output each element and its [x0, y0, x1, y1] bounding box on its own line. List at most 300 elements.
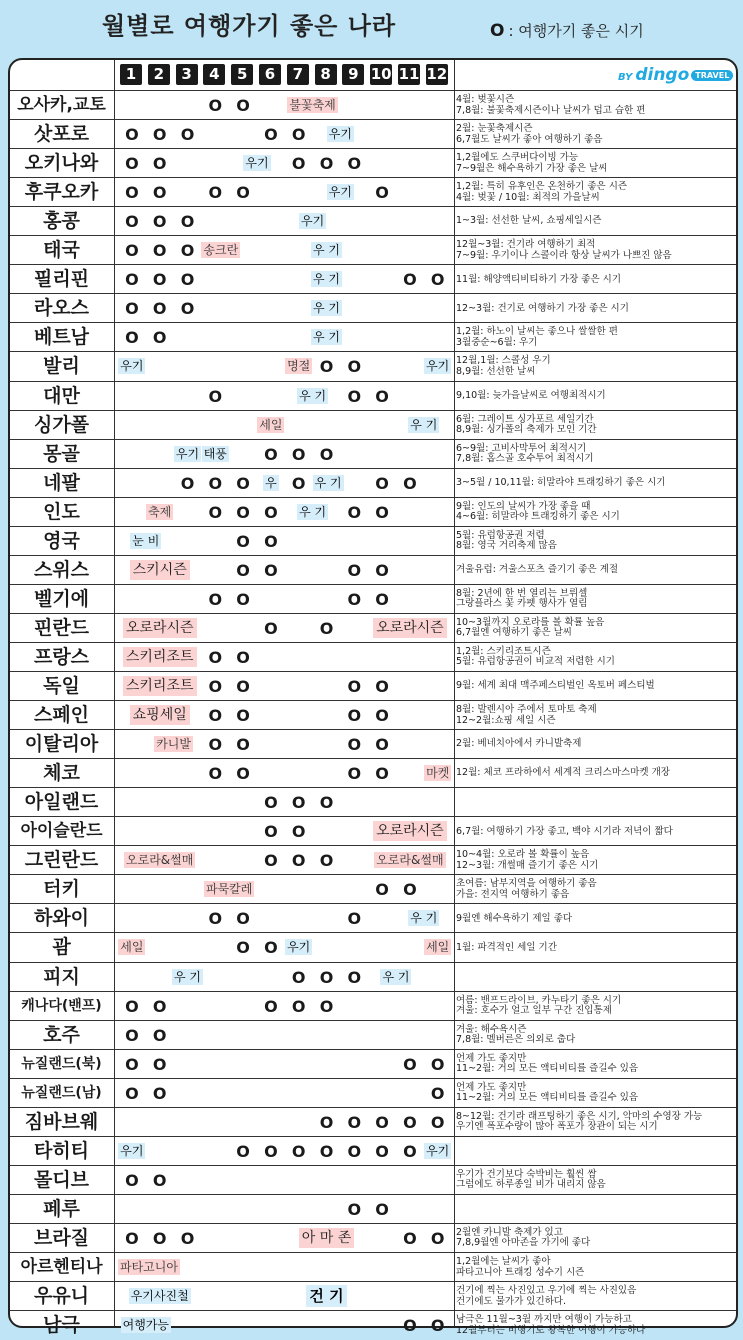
- good-month-mark: O: [208, 764, 223, 784]
- good-month-mark: O: [291, 851, 306, 871]
- period-label: 우 기: [312, 330, 340, 345]
- table-row: [10, 903, 736, 933]
- good-month-mark: O: [125, 125, 139, 145]
- month-header: [10, 60, 736, 88]
- good-month-mark: O: [236, 560, 250, 580]
- note-line: 8월: 영국 거리축제 많음: [456, 540, 557, 552]
- good-month-mark: O: [375, 386, 389, 406]
- note-cell: [456, 1166, 734, 1195]
- good-month-mark: O: [375, 880, 389, 900]
- note-cell: [456, 1137, 734, 1166]
- month-header-5: 5: [231, 64, 253, 85]
- period-label: 우 기: [299, 388, 327, 403]
- note-cell: [456, 759, 734, 788]
- good-month-mark: O: [375, 560, 389, 580]
- good-month-mark: O: [430, 1228, 445, 1248]
- period-label: 불꽃축제: [289, 98, 336, 112]
- note-line: 12~2월:쇼핑 세일 시즌: [456, 714, 556, 726]
- table-row: [10, 845, 736, 875]
- good-month-mark: O: [375, 764, 389, 784]
- note-line: 남극은 11월~3월 까지만 여행이 가능하고: [456, 1314, 632, 1326]
- good-month-mark: O: [125, 328, 139, 348]
- legend-symbol: O: [490, 21, 505, 41]
- good-month-mark: O: [291, 967, 306, 987]
- table-row: [10, 1281, 736, 1311]
- note-line: 1,2월에는 날씨가 좋아: [456, 1256, 551, 1267]
- good-month-mark: O: [291, 125, 306, 145]
- page-title: 월별로 여행가기 좋은 나라: [102, 12, 397, 40]
- period-label: 건 기: [285, 1282, 368, 1311]
- country-name: 터키: [43, 878, 80, 901]
- note-line: 12~3월: 개썰매 즐기기 좋은 시기: [456, 859, 599, 871]
- note-line: 5월: 유럽항공권이 비교적 저렴한 시기: [456, 656, 615, 668]
- note-cell: [456, 91, 734, 120]
- country-name: 홍콩: [43, 210, 80, 233]
- country-name: 태국: [43, 239, 80, 262]
- good-month-mark: O: [264, 851, 278, 871]
- good-month-mark: O: [403, 1054, 417, 1074]
- table-row: [10, 264, 736, 294]
- good-month-mark: O: [375, 735, 389, 755]
- good-month-mark: O: [375, 1199, 389, 1219]
- table-row: [10, 584, 736, 614]
- period-label: 우기: [301, 214, 325, 229]
- good-month-mark: O: [319, 1112, 334, 1132]
- good-month-mark: O: [125, 154, 139, 174]
- table-row: [10, 729, 736, 759]
- note-cell: [456, 846, 734, 875]
- good-month-mark: O: [291, 822, 306, 842]
- good-month-mark: O: [291, 473, 306, 493]
- good-month-mark: O: [403, 270, 417, 290]
- good-month-mark: O: [264, 938, 278, 958]
- period-label: 오로라&썰매: [376, 853, 444, 868]
- good-month-mark: O: [319, 793, 334, 813]
- table-row: [10, 293, 736, 323]
- note-line: 7,8월: 홉스골 호수투어 최적시기: [456, 453, 594, 465]
- country-name: 뉴질랜드(북): [21, 1055, 102, 1072]
- period-label: 세일: [426, 940, 450, 955]
- note-line: 10~4월: 오로라 볼 확률이 높음: [456, 849, 590, 861]
- note-cell: [456, 120, 734, 149]
- brand-tag: TRAVEL: [691, 70, 733, 81]
- period-label: 아 마 존: [285, 1224, 368, 1253]
- good-month-mark: O: [208, 706, 223, 726]
- table-row: [10, 1136, 736, 1166]
- good-month-mark: O: [375, 502, 389, 522]
- note-line: 그랑플라스 꽃 카펫 행사가 열림: [456, 598, 588, 610]
- note-line: 7~9월: 우기이나 스콜이라 항상 날씨가 나쁘진 않음: [456, 249, 672, 261]
- table-row: [10, 526, 736, 556]
- table-row: [10, 962, 736, 992]
- good-month-mark: O: [152, 299, 167, 319]
- good-month-mark: O: [403, 1141, 417, 1161]
- country-name: 스위스: [33, 558, 90, 581]
- good-month-mark: O: [152, 1083, 167, 1103]
- period-label: 스키리조트: [118, 643, 201, 672]
- good-month-mark: O: [125, 1025, 139, 1045]
- good-month-mark: O: [152, 212, 167, 232]
- note-line: 7,8월: 멜버른은 의외로 춥다: [456, 1034, 576, 1046]
- country-name: 몰디브: [33, 1168, 90, 1191]
- table-row: [10, 439, 736, 469]
- month-header-8: 8: [315, 64, 337, 85]
- good-month-mark: O: [236, 96, 250, 115]
- note-line: 10~3월까지 오로라를 볼 확률 높음: [456, 616, 605, 628]
- note-line: 7,8,9월엔 아마존을 가기에 좋다: [456, 1237, 591, 1249]
- country-name: 아르헨티나: [20, 1257, 103, 1277]
- country-name: 대만: [43, 384, 80, 407]
- good-month-mark: O: [264, 618, 278, 638]
- good-month-mark: O: [430, 1316, 445, 1336]
- table-row: [10, 468, 736, 498]
- note-cell: [456, 1224, 734, 1253]
- good-month-mark: O: [236, 183, 250, 203]
- period-label: 우기: [245, 156, 269, 171]
- table-row: [10, 1165, 736, 1195]
- note-line: 12월,1월: 스콜성 우기: [456, 355, 551, 367]
- note-line: 가을: 전지역 여행하기 좋음: [456, 888, 570, 900]
- good-month-mark: O: [125, 1054, 139, 1074]
- country-name: 하와이: [33, 907, 90, 930]
- country-name: 싱가폴: [33, 413, 90, 436]
- country-name: 체코: [43, 762, 80, 785]
- good-month-mark: O: [291, 154, 306, 174]
- period-label: 우기: [426, 1143, 450, 1158]
- good-month-mark: O: [208, 473, 223, 493]
- country-name: 오사카,교토: [17, 95, 106, 115]
- good-month-mark: O: [347, 967, 362, 987]
- note-line: 그럼에도 하루종일 비가 내리지 않음: [456, 1179, 606, 1191]
- note-cell: [456, 1050, 734, 1079]
- good-month-mark: O: [430, 270, 445, 290]
- note-cell: [456, 323, 734, 352]
- good-month-mark: O: [264, 560, 278, 580]
- good-month-mark: O: [152, 270, 167, 290]
- country-name: 우유니: [33, 1285, 90, 1308]
- note-line: 1,2월: 특히 유후인은 온천하기 좋은 시즌: [456, 181, 628, 193]
- good-month-mark: O: [264, 502, 278, 522]
- period-label: 오로라시즌: [368, 614, 451, 643]
- period-label: 송크란: [203, 243, 239, 258]
- period-label: 축제: [148, 504, 172, 519]
- good-month-mark: O: [236, 473, 250, 493]
- country-name: 뉴질랜드(남): [21, 1084, 102, 1101]
- good-month-mark: O: [347, 386, 362, 406]
- note-line: 언제 가도 좋지만: [456, 1081, 527, 1093]
- table-row: [10, 351, 736, 381]
- table-row: [10, 758, 736, 788]
- period-label: 우기: [120, 1143, 144, 1158]
- good-month-mark: O: [208, 735, 223, 755]
- good-month-mark: O: [264, 793, 278, 813]
- country-name: 필리핀: [33, 268, 90, 291]
- note-cell: [456, 149, 734, 178]
- month-header-12: 12: [426, 65, 448, 83]
- country-name: 호주: [43, 1023, 80, 1046]
- good-month-mark: O: [319, 851, 334, 871]
- period-label: 우기: [175, 446, 200, 461]
- table-row: [10, 206, 736, 236]
- note-line: 겨울: 해수욕시즌: [456, 1023, 527, 1035]
- note-cell: [456, 1311, 734, 1340]
- note-line: 3월중순~6월: 우기: [456, 336, 538, 348]
- note-line: 건기에도 물가가 있긴하다.: [456, 1295, 567, 1307]
- good-month-mark: O: [236, 502, 250, 522]
- table-row: [10, 816, 736, 846]
- good-month-mark: O: [152, 125, 167, 145]
- period-label: 오로라시즌: [118, 614, 201, 643]
- good-month-mark: O: [264, 996, 278, 1016]
- good-month-mark: O: [152, 1170, 167, 1190]
- note-line: 9,10월: 늦가을날씨로 여행최적시기: [456, 389, 606, 401]
- month-header-6: 6: [259, 64, 281, 85]
- country-name: 독일: [43, 675, 80, 697]
- table-row: [10, 642, 736, 672]
- good-month-mark: O: [375, 706, 389, 726]
- note-line: 2월엔 카니발 축제가 있고: [456, 1226, 563, 1238]
- note-line: 12월부터는 비행기로 왕복한 여행이 가능하다: [456, 1324, 646, 1336]
- period-label: 스키시즌: [118, 556, 201, 585]
- travel-table: [8, 58, 738, 1337]
- table-row: [10, 235, 736, 265]
- note-cell: [456, 1079, 734, 1108]
- month-header-4: 4: [203, 64, 225, 85]
- period-label: 우 기: [312, 243, 340, 258]
- period-label: 스키리조트: [118, 672, 201, 701]
- good-month-mark: O: [125, 1170, 139, 1190]
- note-line: 5월: 유럽항공권 저렴: [456, 529, 545, 541]
- good-month-mark: O: [236, 1141, 250, 1161]
- table-row: [10, 1194, 736, 1224]
- good-month-mark: O: [264, 444, 278, 464]
- note-line: 언제 가도 좋지만: [456, 1052, 527, 1064]
- good-month-mark: O: [319, 967, 334, 987]
- note-line: 7,8월: 불꽃축제시즌이나 날씨가 덥고 습한 편: [456, 104, 646, 116]
- note-cell: [456, 527, 734, 556]
- good-month-mark: O: [347, 735, 362, 755]
- good-month-mark: O: [152, 183, 167, 203]
- table-row: [10, 410, 736, 440]
- note-line: 우기엔 폭포수량이 많아 폭포가 장관이 되는 시기: [456, 1121, 658, 1133]
- country-name: 발리: [43, 355, 80, 378]
- note-cell: [456, 585, 734, 614]
- good-month-mark: O: [347, 154, 362, 174]
- note-cell: [456, 498, 734, 527]
- country-name: 캐나다(밴프): [21, 997, 102, 1014]
- period-label: 쇼핑세일: [118, 701, 201, 730]
- good-month-mark: O: [291, 444, 306, 464]
- good-month-mark: O: [347, 357, 362, 377]
- note-cell: [456, 352, 734, 381]
- note-line: 8,9월: 선선한 날씨: [456, 365, 536, 377]
- country-name: 괌: [52, 936, 71, 959]
- country-name: 라오스: [33, 297, 90, 320]
- legend: [490, 20, 644, 41]
- period-label: 세일: [120, 940, 144, 955]
- good-month-mark: O: [319, 618, 334, 638]
- country-name: 베트남: [33, 326, 90, 349]
- good-month-mark: O: [264, 1141, 278, 1161]
- country-name: 짐바브웨: [24, 1110, 99, 1133]
- good-month-mark: O: [180, 270, 195, 290]
- note-line: 6~9월: 고비사막투어 최적시기: [456, 442, 587, 454]
- good-month-mark: O: [208, 647, 223, 667]
- country-name: 남극: [43, 1314, 80, 1337]
- period-label: 우 기: [312, 272, 340, 287]
- note-line: 6월: 그레이트 싱가포르 세일기간: [456, 413, 594, 425]
- note-line: 12~3월: 건기로 여행하기 가장 좋은 시기: [456, 302, 629, 314]
- good-month-mark: O: [403, 1316, 417, 1336]
- note-cell: [456, 1282, 734, 1311]
- good-month-mark: O: [208, 386, 223, 406]
- good-month-mark: O: [264, 822, 278, 842]
- good-month-mark: O: [403, 1112, 417, 1132]
- period-label: 태풍: [203, 446, 227, 461]
- note-cell: [456, 614, 734, 643]
- period-label: 우 기: [382, 969, 410, 984]
- good-month-mark: O: [208, 909, 223, 929]
- period-label: 우기: [120, 359, 144, 374]
- note-line: 1~3월: 선선한 날씨, 쇼핑세일시즌: [456, 215, 602, 227]
- good-month-mark: O: [152, 328, 167, 348]
- good-month-mark: O: [236, 735, 250, 755]
- note-line: 11~2월: 거의 모든 액티비티를 즐길수 있음: [456, 1063, 639, 1075]
- period-label: 우기: [426, 359, 450, 374]
- period-label: 파타고니아: [120, 1260, 178, 1274]
- period-label: 우 기: [314, 475, 342, 490]
- note-cell: [456, 440, 734, 469]
- period-label: 우기사진철: [130, 1289, 189, 1304]
- country-name: 인도: [43, 500, 80, 523]
- month-header-10: 10: [370, 65, 392, 83]
- note-line: 3~5월 / 10,11월: 히말라야 트래킹하기 좋은 시기: [456, 476, 666, 488]
- good-month-mark: O: [347, 589, 362, 609]
- good-month-mark: O: [347, 1141, 362, 1161]
- note-line: 겨울: 호수가 얼고 일부 구간 진입통제: [456, 1005, 612, 1017]
- month-header-1: 1: [120, 64, 142, 85]
- period-label: 명절: [287, 359, 311, 374]
- good-month-mark: O: [236, 531, 250, 551]
- month-header-9: 9: [342, 64, 364, 85]
- note-line: 9월엔 해수욕하기 제일 좋다: [456, 912, 573, 924]
- month-header-2: 2: [148, 64, 170, 85]
- good-month-mark: O: [375, 1112, 389, 1132]
- period-label: 우기: [287, 940, 311, 955]
- note-cell: [456, 265, 734, 294]
- good-month-mark: O: [375, 183, 389, 203]
- good-month-mark: O: [180, 473, 195, 493]
- note-line: 파타고니아 트래킹 성수기 시즌: [456, 1266, 585, 1278]
- good-month-mark: O: [180, 1228, 195, 1248]
- country-name: 벨기에: [33, 587, 90, 610]
- table-row: [10, 1049, 736, 1079]
- note-line: 8~12월: 건기라 래프팅하기 좋은 시기, 악마의 수영장 가능: [456, 1110, 703, 1122]
- note-cell: [456, 730, 734, 759]
- period-label: 세일: [259, 417, 283, 432]
- country-name: 핀란드: [33, 616, 90, 639]
- period-label: 마켓: [426, 766, 450, 781]
- country-name: 그린란드: [24, 849, 99, 872]
- period-label: 우: [265, 475, 277, 490]
- note-cell: [456, 411, 734, 440]
- note-cell: [456, 469, 734, 498]
- note-cell: [456, 556, 734, 585]
- good-month-mark: O: [430, 1054, 445, 1074]
- good-month-mark: O: [180, 241, 195, 261]
- good-month-mark: O: [236, 589, 250, 609]
- good-month-mark: O: [152, 241, 167, 261]
- note-cell: [456, 1253, 734, 1282]
- note-line: 2월: 베네치아에서 카니발축제: [456, 738, 582, 750]
- note-cell: [456, 817, 734, 846]
- table-row: [10, 1252, 736, 1282]
- country-name: 오키나와: [24, 152, 99, 175]
- note-line: 여름: 밴프드라이브, 카누타기 좋은 시기: [456, 994, 622, 1006]
- country-name: 이탈리아: [24, 733, 99, 756]
- note-line: 12월: 체코 프라하에서 세계적 크리스마스마켓 개장: [456, 767, 670, 779]
- note-cell: [456, 933, 734, 962]
- month-header-3: 3: [176, 64, 198, 85]
- table-row: [10, 381, 736, 411]
- country-name: 프랑스: [33, 645, 90, 668]
- good-month-mark: O: [347, 1112, 362, 1132]
- note-cell: [456, 904, 734, 933]
- table-row: [10, 671, 736, 701]
- note-line: 1,2월: 스키리조트시즌: [456, 645, 551, 657]
- good-month-mark: O: [125, 183, 139, 203]
- country-name: 삿포로: [33, 123, 90, 146]
- note-cell: [456, 207, 734, 236]
- good-month-mark: O: [152, 1025, 167, 1045]
- note-line: 7~9월은 해수욕하기 가장 좋은 날씨: [456, 162, 608, 174]
- good-month-mark: O: [208, 96, 223, 115]
- note-line: 6,7월엔 여행하기 좋은 날씨: [456, 627, 572, 639]
- good-month-mark: O: [291, 996, 306, 1016]
- note-cell: [456, 1108, 734, 1137]
- note-line: 8월: 2년에 한 번 열리는 브뤼셀: [456, 587, 588, 599]
- note-cell: [456, 178, 734, 207]
- good-month-mark: O: [180, 299, 195, 319]
- good-month-mark: O: [125, 270, 139, 290]
- note-line: 4월: 벚꽃 / 10월: 최적의 가을날씨: [456, 191, 600, 203]
- good-month-mark: O: [291, 1141, 306, 1161]
- good-month-mark: O: [236, 706, 250, 726]
- good-month-mark: O: [208, 183, 223, 203]
- country-name: 아일랜드: [24, 791, 99, 814]
- note-cell: [456, 963, 734, 992]
- note-line: 4월: 벚꽃시즌: [456, 94, 515, 105]
- good-month-mark: O: [264, 125, 278, 145]
- period-label: 우 기: [410, 911, 438, 926]
- good-month-mark: O: [347, 909, 362, 929]
- country-name: 브라질: [33, 1226, 90, 1249]
- month-header-7: 7: [287, 64, 309, 85]
- good-month-mark: O: [152, 154, 167, 174]
- good-month-mark: O: [430, 1112, 445, 1132]
- table-row: [10, 497, 736, 527]
- country-name: 후쿠오카: [24, 181, 99, 204]
- good-month-mark: O: [319, 1141, 334, 1161]
- country-name: 타히티: [33, 1139, 90, 1162]
- good-month-mark: O: [180, 212, 195, 232]
- good-month-mark: O: [152, 1054, 167, 1074]
- good-month-mark: O: [152, 996, 167, 1016]
- note-cell: [456, 1195, 734, 1224]
- brand-by: BY: [618, 72, 633, 83]
- good-month-mark: O: [347, 1199, 362, 1219]
- note-line: 1,2월에도 스쿠버다이빙 가능: [456, 152, 579, 164]
